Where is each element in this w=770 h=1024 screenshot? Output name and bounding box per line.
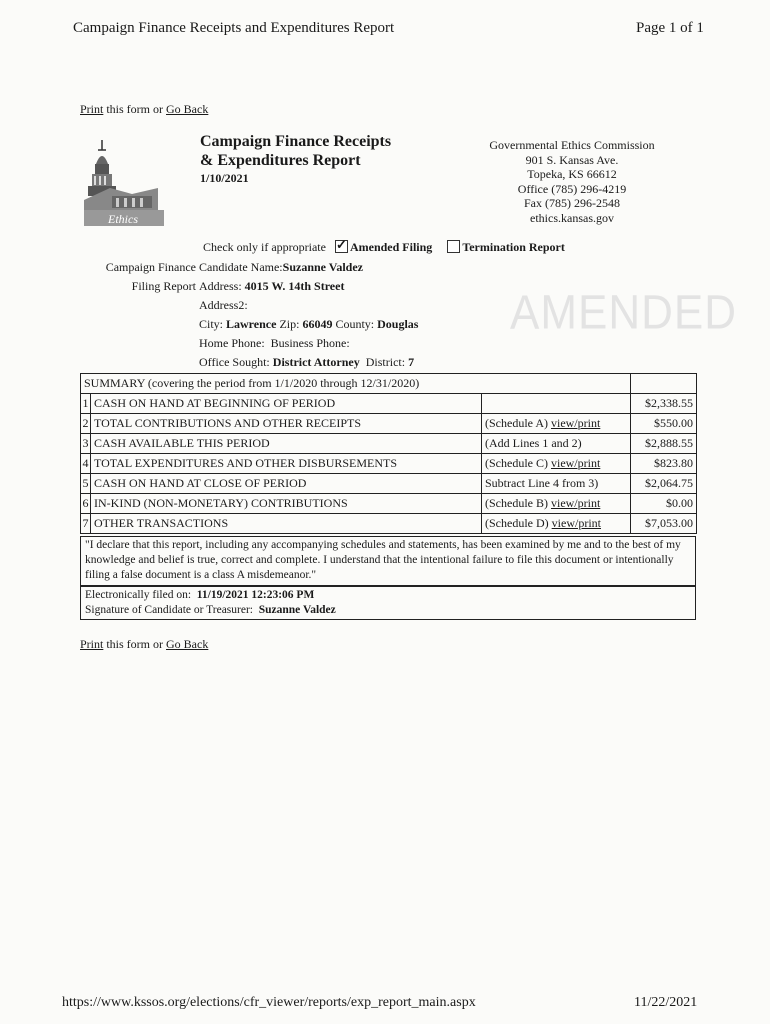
summary-row: [81, 394, 697, 414]
signature-label: Signature of Candidate or Treasurer:: [85, 604, 253, 616]
office-sought-value: District Attorney: [272, 355, 360, 369]
commission-block: [472, 138, 672, 225]
summary-row: [81, 454, 697, 474]
commission-fax: Fax (785) 296-2548: [524, 196, 620, 210]
go-back-link-bottom[interactable]: Go Back: [166, 637, 209, 651]
address2-label: Address2:: [199, 298, 248, 312]
summary-row-number: 6: [81, 494, 91, 514]
amended-filing-label: Amended Filing: [349, 240, 433, 254]
office-sought-label: Office Sought:: [199, 355, 270, 369]
filed-value: 11/19/2021 12:23:06 PM: [196, 589, 315, 601]
summary-row-amount: $0.00: [631, 494, 697, 514]
summary-heading: SUMMARY (covering the period from 1/1/2020 through 12/31/2020): [81, 374, 631, 394]
schedule-label: (Schedule D): [485, 516, 552, 530]
commission-city: Topeka, KS 66612: [527, 167, 617, 181]
schedule-view-print-link[interactable]: view/print: [551, 516, 601, 530]
summary-row-description: CASH ON HAND AT BEGINNING OF PERIOD: [91, 394, 482, 414]
summary-row-description: CASH AVAILABLE THIS PERIOD: [91, 434, 482, 454]
summary-row-schedule: [482, 394, 631, 414]
summary-row-amount: $7,053.00: [631, 514, 697, 534]
candidate-name: Suzanne Valdez: [282, 260, 363, 274]
nav-separator-text: this form or: [103, 102, 167, 116]
home-phone-label: Home Phone:: [199, 336, 265, 350]
report-date: 1/10/2021: [200, 171, 249, 185]
summary-row-schedule: [482, 414, 631, 434]
summary-heading-amount-cell: [631, 374, 697, 394]
summary-row-amount: $550.00: [631, 414, 697, 434]
schedule-label: (Schedule A): [485, 416, 551, 430]
signature-value: Suzanne Valdez: [258, 604, 336, 616]
summary-row-amount: $2,064.75: [631, 474, 697, 494]
commission-office-phone: Office (785) 296-4219: [517, 181, 627, 196]
summary-row-schedule: [482, 474, 631, 494]
county-label: County:: [335, 317, 375, 331]
summary-row-schedule: [482, 514, 631, 534]
commission-name: Governmental Ethics Commission: [489, 138, 655, 152]
report-title-line1: Campaign Finance Receipts: [200, 133, 392, 150]
summary-row-amount: $823.80: [631, 454, 697, 474]
summary-row-description: IN-KIND (NON-MONETARY) CONTRIBUTIONS: [91, 494, 482, 514]
address-value: 4015 W. 14th Street: [244, 279, 345, 293]
summary-row-number: 7: [81, 514, 91, 534]
summary-row-number: 2: [81, 414, 91, 434]
summary-row-schedule: [482, 454, 631, 474]
footer-date: 11/22/2021: [634, 995, 698, 1010]
top-nav: [80, 102, 208, 117]
summary-row-amount: $2,338.55: [631, 394, 697, 414]
amended-stamp: AMENDED: [510, 285, 738, 340]
commission-website: ethics.kansas.gov: [530, 210, 614, 225]
district-label: District:: [365, 355, 406, 369]
zip-label: Zip:: [279, 317, 300, 331]
summary-row: [81, 434, 697, 454]
bottom-nav: [80, 637, 208, 652]
zip-value: 66049: [302, 317, 333, 331]
check-prompt: Check only if appropriate: [203, 240, 326, 254]
print-link-bottom[interactable]: Print: [80, 637, 104, 651]
district-value: 7: [408, 355, 415, 369]
summary-row-description: TOTAL EXPENDITURES AND OTHER DISBURSEMENTS: [91, 454, 482, 474]
summary-row: [81, 474, 697, 494]
business-phone-label: Business Phone:: [270, 336, 350, 350]
summary-row-amount: $2,888.55: [631, 434, 697, 454]
nav-separator-text-bottom: this form or: [103, 637, 167, 651]
schedule-view-print-link[interactable]: view/print: [550, 416, 601, 430]
schedule-view-print-link[interactable]: view/print: [550, 456, 601, 470]
print-link[interactable]: Print: [80, 102, 104, 116]
summary-row-description: TOTAL CONTRIBUTIONS AND OTHER RECEIPTS: [91, 414, 482, 434]
city-label: City:: [199, 317, 224, 331]
summary-row-description: OTHER TRANSACTIONS: [91, 514, 482, 534]
filed-box: [80, 586, 696, 620]
candidate-name-label: Candidate Name:: [199, 260, 283, 274]
summary-row: [81, 494, 697, 514]
schedule-view-print-link[interactable]: view/print: [550, 496, 601, 510]
summary-row-schedule: [482, 494, 631, 514]
summary-row-number: 4: [81, 454, 91, 474]
side-label-line1: Campaign Finance: [105, 260, 196, 274]
county-value: Douglas: [377, 317, 419, 331]
capitol-dome-icon: [84, 130, 164, 226]
schedule-label: (Add Lines 1 and 2): [485, 436, 582, 450]
capitol-logo: [84, 130, 164, 231]
report-title-line2: & Expenditures Report: [200, 152, 361, 169]
termination-report-label: Termination Report: [462, 240, 565, 254]
logo-text: Ethics: [108, 212, 138, 226]
footer-url: https://www.kssos.org/elections/cfr_viewer/reports/exp_report_main.aspx: [62, 995, 476, 1010]
schedule-label: Subtract Line 4 from 3): [485, 476, 599, 490]
summary-row: [81, 514, 697, 534]
summary-row: [81, 414, 697, 434]
filed-label: Electronically filed on:: [85, 589, 192, 601]
summary-table-wrap: [80, 373, 697, 534]
schedule-label: (Schedule C): [485, 456, 551, 470]
candidate-info: [199, 258, 418, 372]
termination-report-checkbox[interactable]: [447, 240, 460, 253]
summary-row-number: 1: [81, 394, 91, 414]
city-value: Lawrence: [226, 317, 277, 331]
summary-row-number: 5: [81, 474, 91, 494]
side-label-line2: Filing Report: [131, 279, 196, 293]
page-number: Page 1 of 1: [636, 20, 704, 36]
go-back-link[interactable]: Go Back: [166, 102, 209, 116]
amended-filing-checkbox[interactable]: [335, 240, 348, 253]
side-label-block: [100, 258, 196, 296]
summary-row-schedule: [482, 434, 631, 454]
schedule-label: (Schedule B): [485, 496, 551, 510]
filing-type-line: [203, 240, 565, 255]
summary-row-number: 3: [81, 434, 91, 454]
summary-table: [80, 373, 697, 534]
address-label: Address:: [199, 279, 242, 293]
page-header-title: Campaign Finance Receipts and Expenditures Report: [73, 20, 395, 36]
commission-address: 901 S. Kansas Ave.: [525, 152, 619, 167]
declaration-box: "I declare that this report, including any accompanying schedules and statements, has been examined by me and to the best of my knowledge and belief is true, correct and complete. I understand that the intentional failure to file this document or intentionally filing a false document is a class A misdemeanor.": [80, 536, 696, 586]
summary-row-description: CASH ON HAND AT CLOSE OF PERIOD: [91, 474, 482, 494]
summary-rows: [81, 394, 697, 534]
